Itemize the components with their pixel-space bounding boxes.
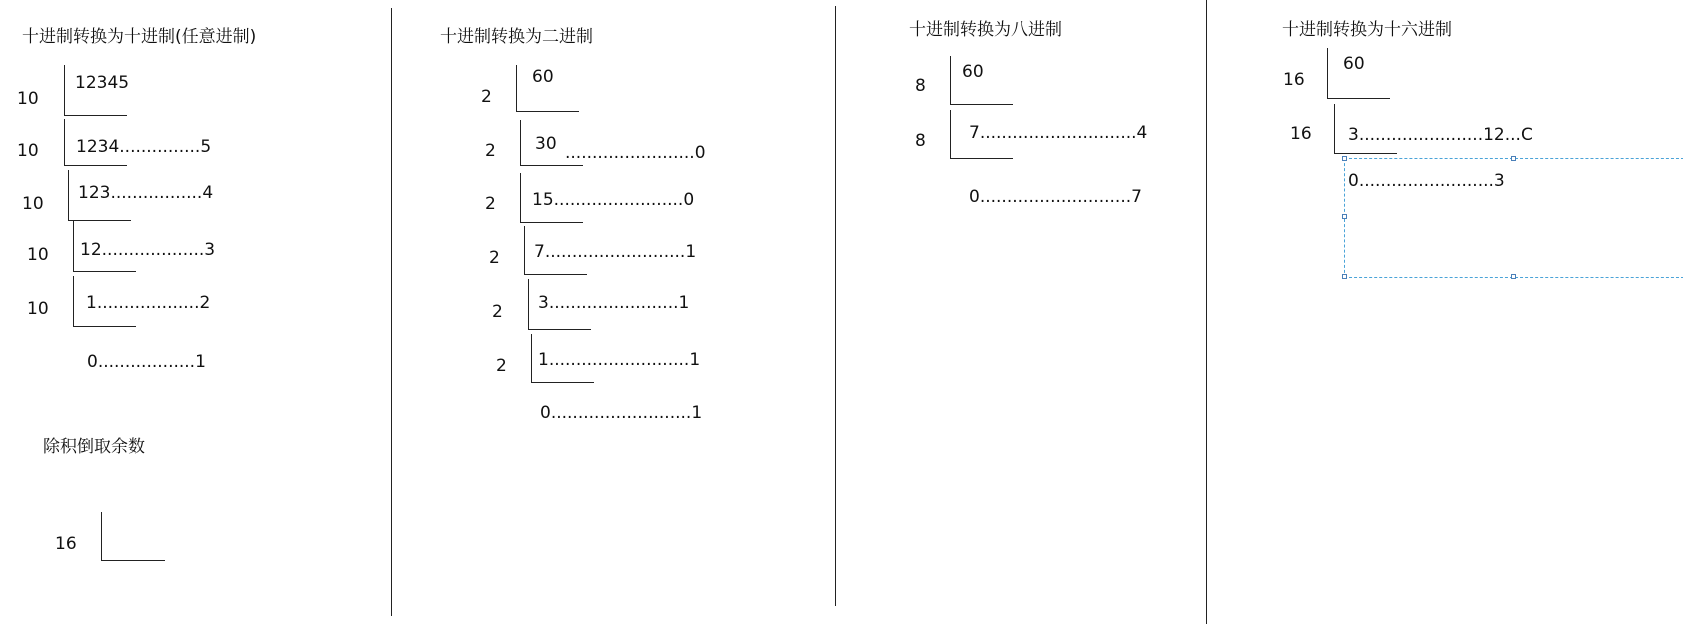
divisor: 10	[17, 89, 39, 109]
quotient-remainder: 1..........................1	[538, 350, 701, 370]
resize-handle[interactable]	[1342, 156, 1347, 161]
dividend: 60	[962, 62, 984, 82]
quotient: 30	[535, 134, 557, 154]
divisor: 16	[55, 534, 77, 554]
divisor: 2	[492, 302, 503, 322]
dividend: 12345	[75, 73, 130, 93]
divisor: 2	[485, 141, 496, 161]
separator-3	[1206, 0, 1207, 624]
quotient-remainder: 7.............................4	[969, 123, 1148, 143]
divisor: 2	[485, 194, 496, 214]
quotient-remainder: 3........................1	[538, 293, 690, 313]
divisor: 10	[22, 194, 44, 214]
divisor: 8	[915, 76, 926, 96]
final-remainder: 0............................7	[969, 187, 1142, 207]
panel3-title: 十进制转换为八进制	[909, 20, 1062, 40]
quotient-remainder: 3.......................12...C	[1348, 125, 1533, 145]
separator-1	[391, 8, 392, 616]
quotient-remainder: 123.................4	[78, 183, 214, 203]
quotient-remainder: 12...................3	[80, 240, 216, 260]
quotient-remainder: 1234...............5	[76, 137, 212, 157]
divisor: 2	[489, 248, 500, 268]
divisor: 10	[17, 141, 39, 161]
resize-handle[interactable]	[1511, 274, 1516, 279]
final-remainder: 0..................1	[87, 352, 206, 372]
resize-handle[interactable]	[1342, 274, 1347, 279]
division-bracket	[101, 512, 165, 561]
divisor: 2	[496, 356, 507, 376]
remainder-dots: ........................0	[565, 143, 706, 163]
divisor: 16	[1283, 70, 1305, 90]
dividend: 60	[532, 67, 554, 87]
divisor: 8	[915, 131, 926, 151]
panel1-title: 十进制转换为十进制(任意进制)	[22, 27, 257, 47]
separator-2	[835, 6, 836, 606]
divisor: 2	[481, 87, 492, 107]
quotient-remainder: 7..........................1	[534, 242, 697, 262]
divisor: 10	[27, 245, 49, 265]
panel2-title: 十进制转换为二进制	[440, 27, 593, 47]
dividend: 60	[1343, 54, 1365, 74]
method-note: 除积倒取余数	[43, 437, 145, 457]
resize-handle[interactable]	[1511, 156, 1516, 161]
divisor: 10	[27, 299, 49, 319]
divisor: 16	[1290, 124, 1312, 144]
final-remainder: 0..........................1	[540, 403, 703, 423]
quotient-remainder: 1...................2	[86, 293, 211, 313]
resize-handle[interactable]	[1342, 214, 1347, 219]
final-remainder[interactable]: 0.........................3	[1348, 171, 1505, 191]
quotient-remainder: 15........................0	[532, 190, 695, 210]
panel4-title: 十进制转换为十六进制	[1282, 20, 1452, 40]
